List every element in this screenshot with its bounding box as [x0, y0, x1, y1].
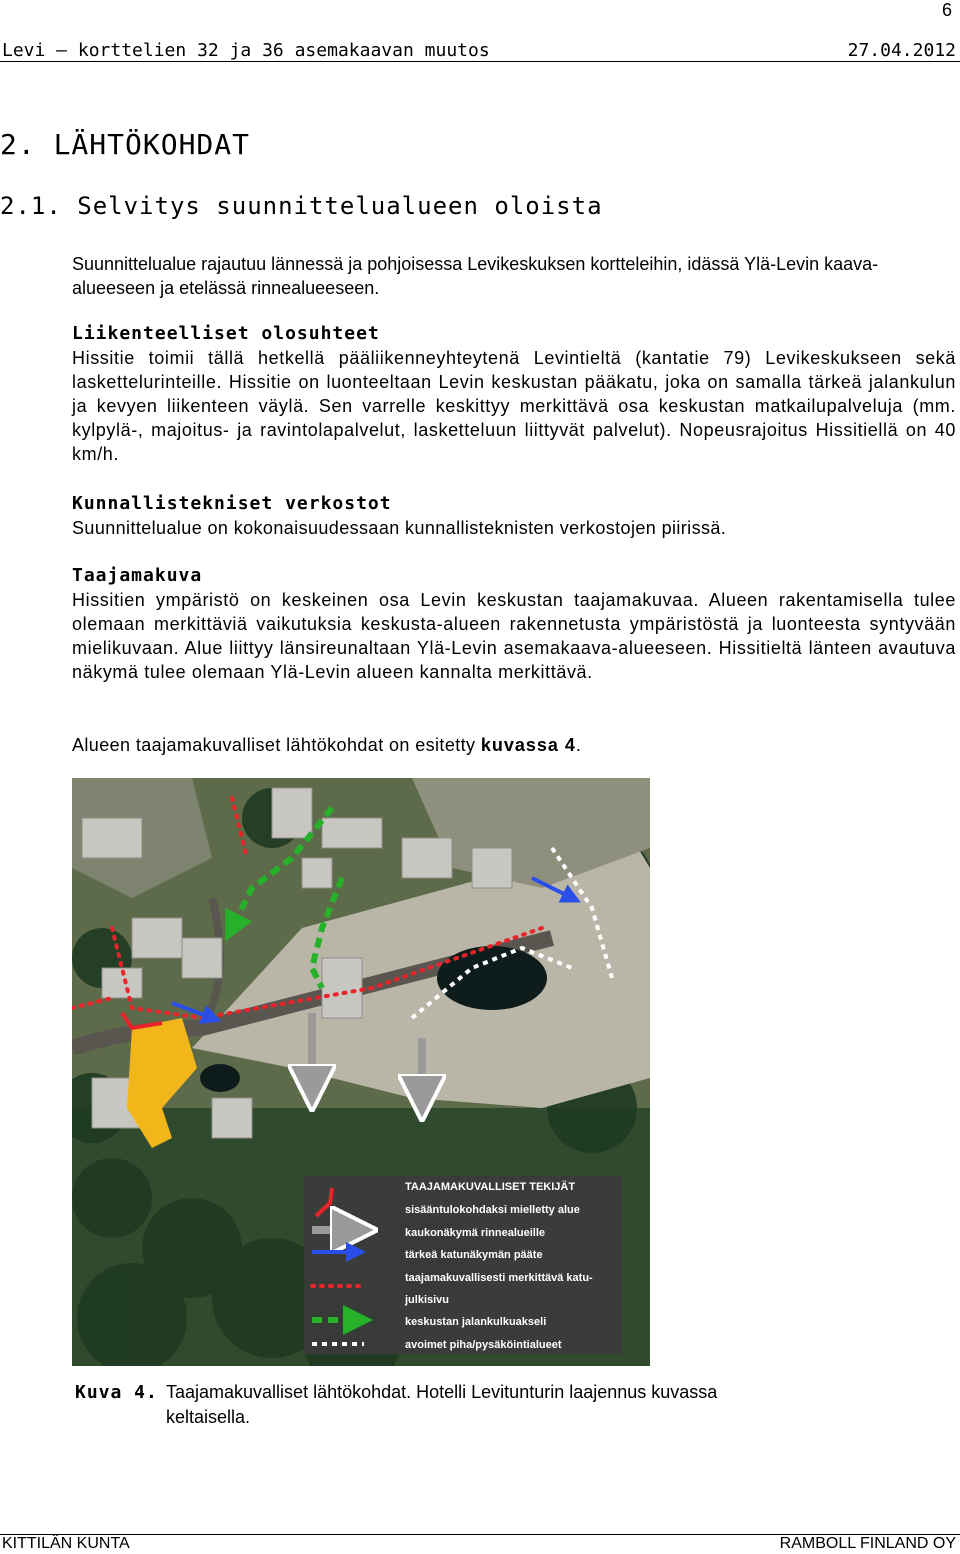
utilities-section [72, 492, 956, 540]
townscape-section [72, 564, 956, 684]
legend-item-distant-view: kaukonäkymä rinnealueille [405, 1227, 546, 1239]
aerial-map [72, 778, 650, 1366]
reference-end: . [575, 735, 581, 755]
footer-right: RAMBOLL FINLAND OY [779, 1535, 956, 1552]
legend-title: TAAJAMAKUVALLISET TEKIJÄT [405, 1181, 576, 1193]
legend-item-entry: sisääntulokohdaksi mielletty alue [405, 1204, 580, 1216]
utilities-title: Kunnallistekniset verkostot [72, 493, 392, 514]
utilities-text: Suunnittelualue on kokonaisuudessaan kunnallisteknisten verkostojen piirissä. [72, 518, 727, 538]
legend-item-open-lots: avoimet piha/pysäköintialueet [405, 1339, 562, 1351]
reference-bold: kuvassa 4 [480, 735, 576, 755]
traffic-title: Liikenteelliset olosuhteet [72, 323, 380, 344]
townscape-text: Hissitien ympäristö on keskeinen osa Levin keskustan taajamakuvaa. Alueen rakentamisella tulee olemaan merkittäviä vaikutuksia keskusta-alueen rakennetusta ympäristöstä ja luonteesta syntyvään mielikuvaan. Alue liittyy länsireunaltaan Ylä-Levin asemakaava-alueeseen. Hissitieltä länteen avautuva näkymä tulee olemaan Ylä-Levin alueen kannalta merkittävä. [72, 590, 956, 682]
legend-item-street-facade-cont: julkisivu [405, 1294, 450, 1306]
caption-label: Kuva 4. [75, 1382, 158, 1403]
figure-reference [72, 733, 956, 757]
caption-text: Taajamakuvalliset lähtökohdat. Hotelli Levitunturin laajennus kuvassa keltaisella. [166, 1382, 718, 1427]
intro-paragraph: Suunnittelualue rajautuu lännessä ja pohjoisessa Levikeskuksen kortteleihin, idässä Ylä-Levin kaava-alueeseen ja etelässä rinnealueeseen. [72, 254, 879, 298]
legend-item-pedestrian-axis: keskustan jalankulkuakseli [405, 1316, 547, 1328]
header-title: Levi – korttelien 32 ja 36 asemakaavan muutos [2, 40, 490, 61]
page-number: 6 [941, 0, 952, 20]
header-rule [0, 61, 960, 62]
figure-caption [75, 1380, 718, 1427]
section-heading: 2. LÄHTÖKOHDAT [0, 128, 251, 161]
subsection-heading: 2.1. Selvitys suunnittelualueen oloista [0, 192, 603, 220]
footer-left: KITTILÄN KUNTA [2, 1535, 130, 1552]
aerial-map-figure [72, 778, 650, 1366]
header-date: 27.04.2012 [847, 40, 956, 61]
townscape-title: Taajamakuva [72, 565, 203, 586]
legend-item-street-facade: taajamakuvallisesti merkittävä katu- [405, 1272, 593, 1284]
traffic-text: Hissitie toimii tällä hetkellä pääliikenneyhteytenä Levintieltä (kantatie 79) Levikeskukseen sekä laskettelurinteille. Hissitie on luonteeltaan Levin keskustan pääkatu, joka on samalla tärkeä jalankulun ja kevyen liikenteen väylä. Sen varrelle keskittyy merkittävä osa keskustan matkailupalveluja (mm. kylpylä-, majoitus- ja ravintolapalvelut, lasketteluun liittyvät palvelut). Nopeusrajoitus Hissitiellä on 40 km/h. [72, 348, 956, 464]
reference-text: Alueen taajamakuvalliset lähtökohdat on esitetty [72, 735, 481, 755]
legend-item-street-view-end: tärkeä katunäkymän pääte [405, 1249, 543, 1261]
traffic-section [72, 322, 956, 466]
